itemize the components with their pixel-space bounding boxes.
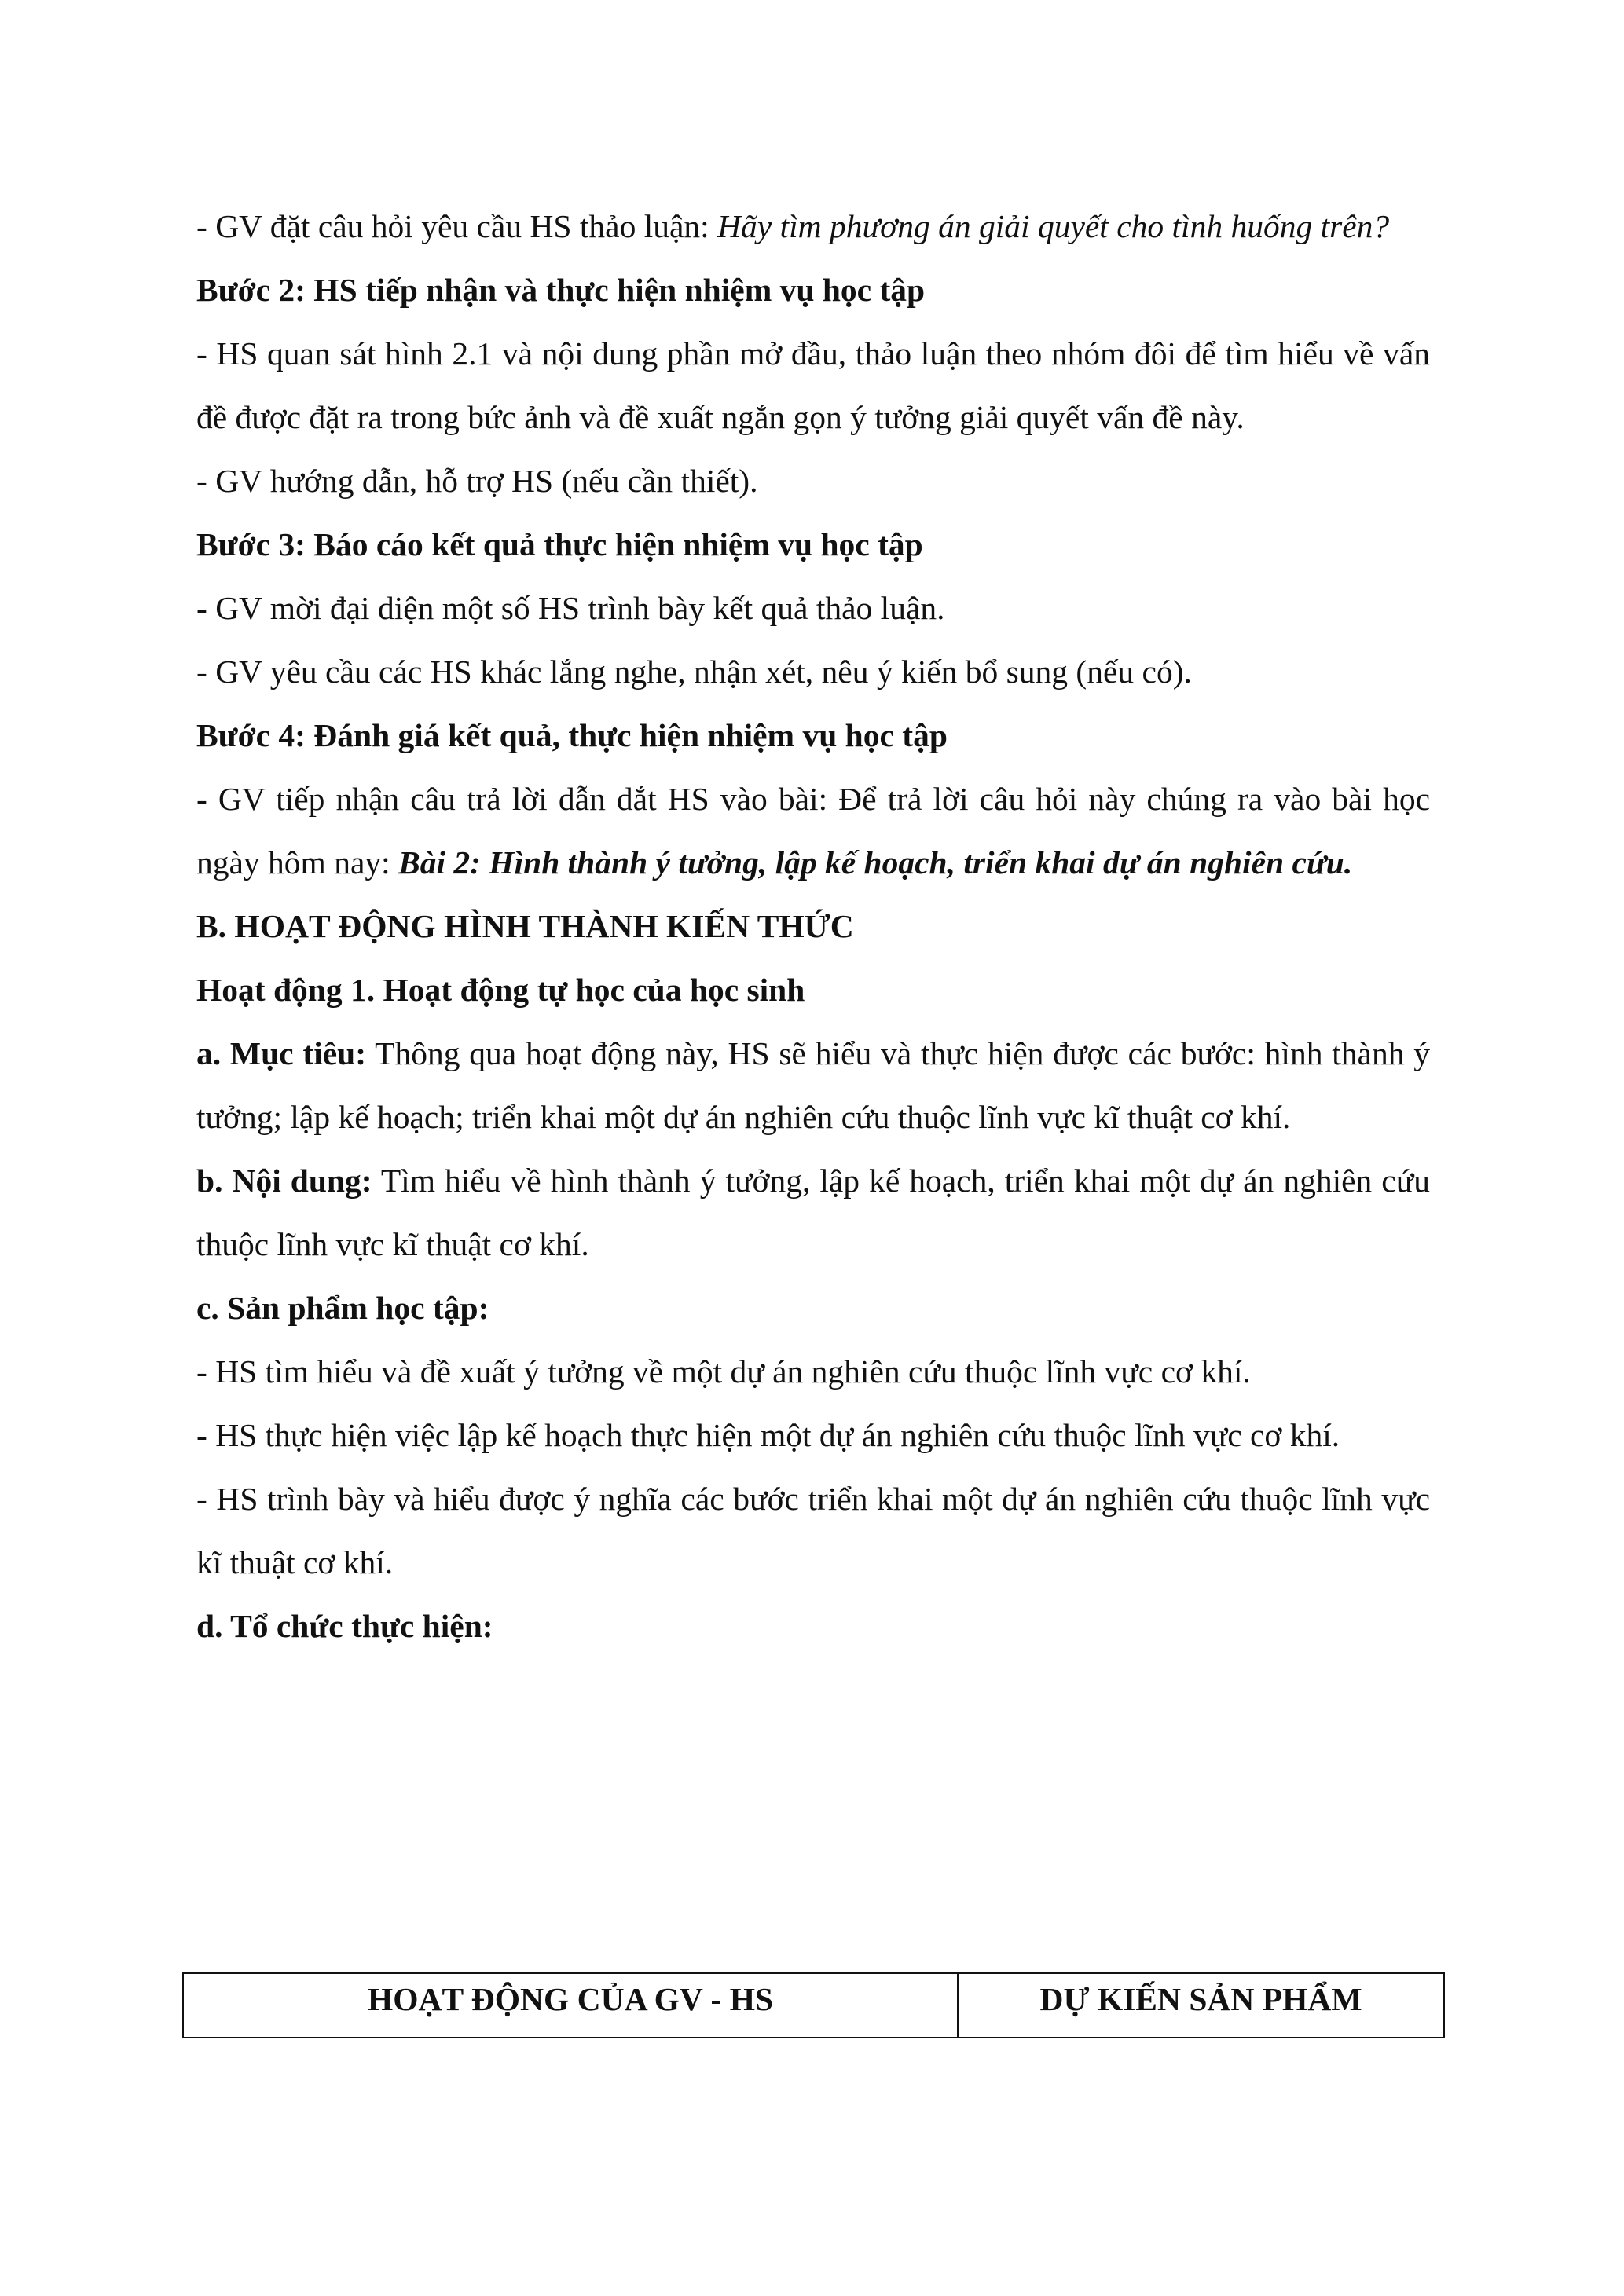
activity-table — [182, 1972, 1445, 2038]
heading-section-b: B. HOẠT ĐỘNG HÌNH THÀNH KIẾN THỨC — [196, 908, 854, 944]
paragraph-gv-guide: - GV hướng dẫn, hỗ trợ HS (nếu cần thiết). — [196, 463, 758, 499]
lesson-title: Bài 2: Hình thành ý tưởng, lập kế hoạch, triển khai dự án nghiên cứu. — [398, 844, 1353, 881]
paragraph-text: - GV đặt câu hỏi yêu cầu HS thảo luận: — [196, 208, 718, 244]
paragraph-gv-request: - GV yêu cầu các HS khác lắng nghe, nhận xét, nêu ý kiến bổ sung (nếu có). — [196, 654, 1192, 690]
heading-activity-1: Hoạt động 1. Hoạt động tự học của học sinh — [196, 972, 805, 1008]
paragraph-sp-1: - HS tìm hiểu và đề xuất ý tưởng về một dự án nghiên cứu thuộc lĩnh vực cơ khí. — [196, 1353, 1251, 1390]
label-muc-tieu: a. Mục tiêu: — [196, 1035, 367, 1071]
label-noi-dung: b. Nội dung: — [196, 1163, 372, 1199]
paragraph-text: Tìm hiểu về hình thành ý tưởng, lập kế hoạch, triển khai một dự án nghiên cứu thuộc lĩnh vực kĩ thuật cơ khí. — [196, 1163, 1430, 1262]
heading-step-3: Bước 3: Báo cáo kết quả thực hiện nhiệm vụ học tập — [196, 526, 923, 562]
paragraph-text: - GV tiếp nhận câu trả lời dẫn dắt HS vào bài: Để trả lời câu hỏi này chúng ra vào bài học ngày hôm nay: — [196, 781, 1430, 881]
table-header-row — [183, 1973, 1444, 2038]
heading-step-4: Bước 4: Đánh giá kết quả, thực hiện nhiệm vụ học tập — [196, 717, 948, 753]
table-header-activity: HOẠT ĐỘNG CỦA GV - HS — [183, 1973, 958, 2038]
paragraph-sp-2: - HS thực hiện việc lập kế hoạch thực hiện một dự án nghiên cứu thuộc lĩnh vực cơ khí. — [196, 1417, 1340, 1453]
heading-to-chuc: d. Tổ chức thực hiện: — [196, 1608, 493, 1644]
paragraph-noi-dung — [196, 1149, 1430, 1276]
paragraph-text: Thông qua hoạt động này, HS sẽ hiểu và thực hiện được các bước: hình thành ý tưởng; lập kế hoạch; triển khai một dự án nghiên cứu thuộc lĩnh vực kĩ thuật cơ khí. — [196, 1035, 1431, 1135]
paragraph-gv-invite: - GV mời đại diện một số HS trình bày kết quả thảo luận. — [196, 590, 945, 626]
paragraph-gv-receive — [196, 767, 1430, 895]
paragraph-gv-question — [196, 195, 1430, 258]
question-italic: Hãy tìm phương án giải quyết cho tình huống trên? — [717, 208, 1390, 244]
document-body — [196, 195, 1430, 1658]
heading-step-2: Bước 2: HS tiếp nhận và thực hiện nhiệm vụ học tập — [196, 272, 926, 308]
heading-san-pham: c. Sản phẩm học tập: — [196, 1290, 489, 1326]
paragraph-sp-3: - HS trình bày và hiểu được ý nghĩa các bước triển khai một dự án nghiên cứu thuộc lĩnh vực kĩ thuật cơ khí. — [196, 1481, 1430, 1580]
paragraph-hs-observe: - HS quan sát hình 2.1 và nội dung phần mở đầu, thảo luận theo nhóm đôi để tìm hiểu về vấn đề được đặt ra trong bức ảnh và đề xuất ngắn gọn ý tưởng giải quyết vấn đề này. — [196, 335, 1430, 435]
paragraph-muc-tieu — [196, 1022, 1430, 1149]
table-header-product: DỰ KIẾN SẢN PHẨM — [958, 1973, 1444, 2038]
